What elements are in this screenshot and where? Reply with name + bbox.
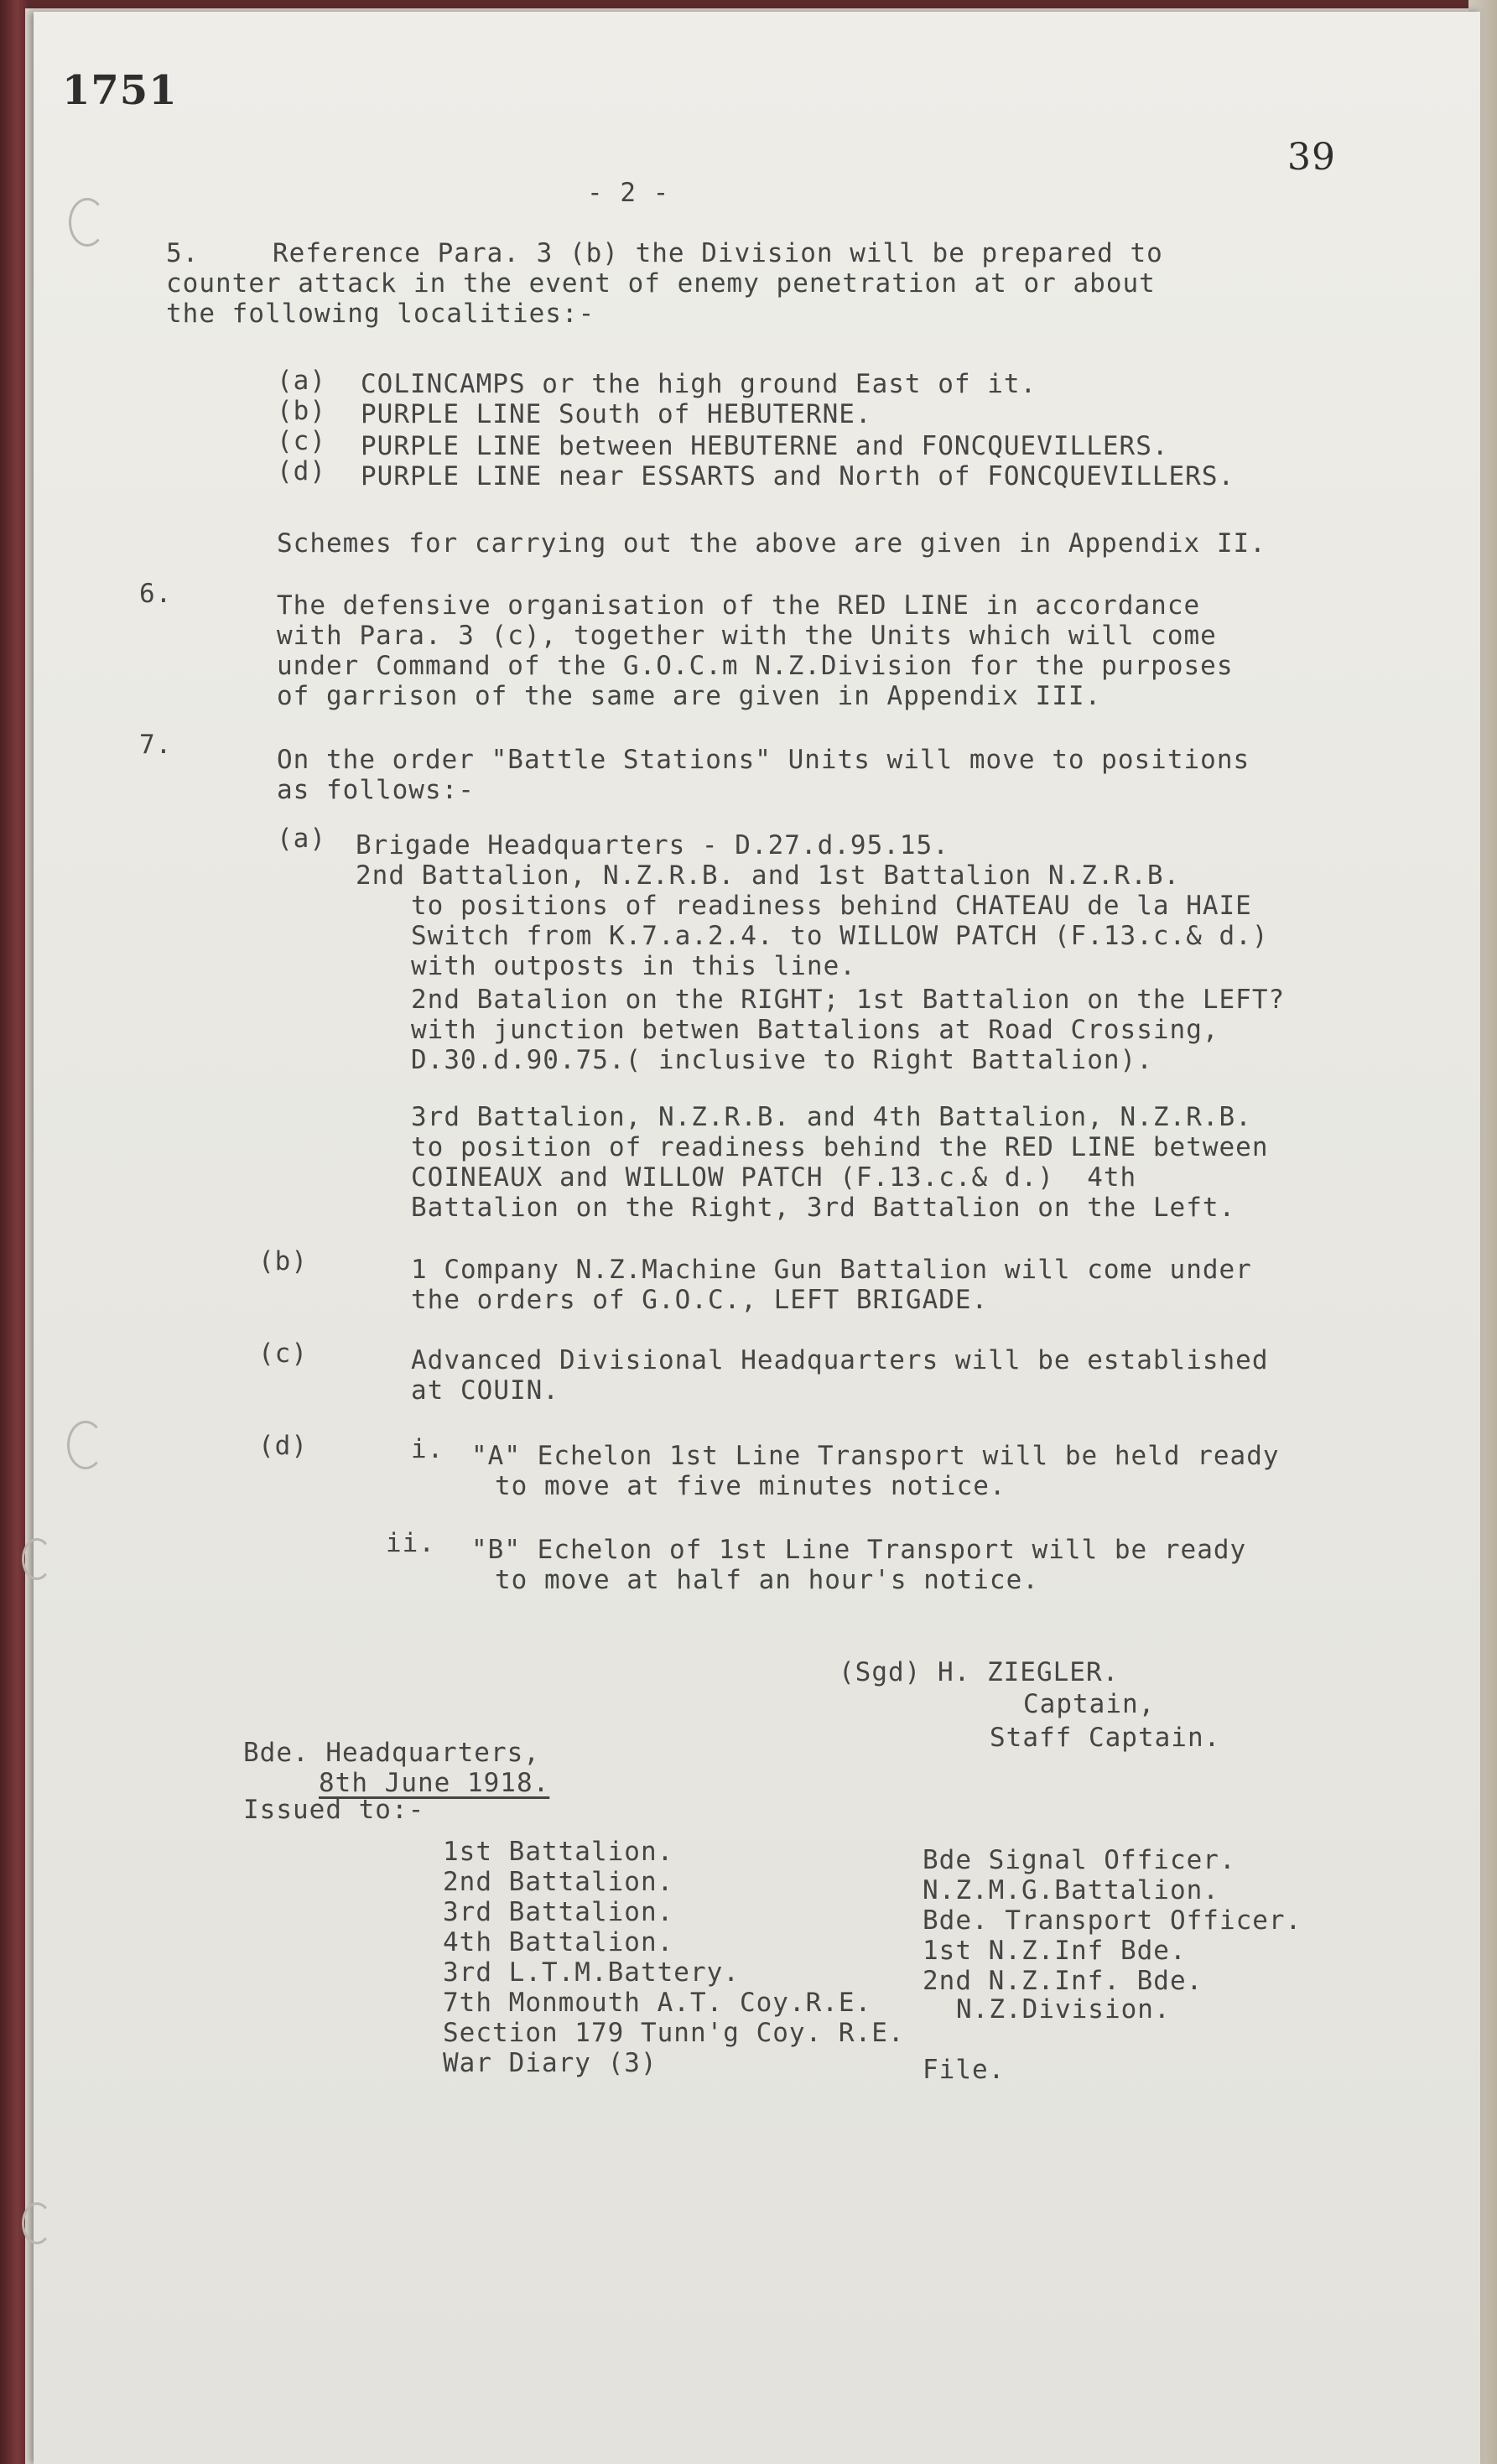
distribution-left-item: 7th Monmouth A.T. Coy.R.E.	[443, 1988, 872, 2018]
distribution-left-item: 3rd Battalion.	[443, 1897, 674, 1927]
para-7d-ii-line: to move at half an hour's notice.	[495, 1565, 1039, 1595]
para-7a-line: to position of readiness behind the RED LINE between	[411, 1132, 1269, 1162]
para-7a-line: 2nd Batalion on the RIGHT; 1st Battalion on the LEFT?	[411, 985, 1286, 1015]
para-5-item-text: PURPLE LINE near ESSARTS and North of FONCQUEVILLERS.	[361, 461, 1235, 491]
signature-line: (Sgd) H. ZIEGLER.	[839, 1657, 1120, 1687]
page-marker: - 2 -	[587, 178, 670, 208]
distribution-right-item: N.Z.Division.	[956, 1994, 1171, 2025]
para-7b-label: (b)	[258, 1246, 308, 1276]
distribution-right-item: 2nd N.Z.Inf. Bde.	[923, 1966, 1203, 1996]
distribution-left-item: 3rd L.T.M.Battery.	[443, 1957, 740, 1988]
issuer-line: Bde. Headquarters,	[243, 1738, 540, 1768]
punch-hole	[22, 1538, 52, 1580]
para-6-line: The defensive organisation of the RED LINE in accordance	[277, 590, 1201, 621]
punch-hole	[22, 2202, 52, 2244]
punch-hole	[67, 1421, 104, 1469]
para-7a-label: (a)	[277, 824, 326, 854]
para-7a-line: 3rd Battalion, N.Z.R.B. and 4th Battalion, N.Z.R.B.	[411, 1102, 1252, 1132]
para-6-number: 6.	[139, 579, 173, 609]
para-6-line: with Para. 3 (c), together with the Units which will come	[277, 621, 1217, 651]
para-7-line: as follows:-	[277, 775, 475, 805]
distribution-right-item: 1st N.Z.Inf Bde.	[923, 1936, 1187, 1966]
typed-document-page	[34, 12, 1480, 2464]
para-7a-line: COINEAUX and WILLOW PATCH (F.13.c.& d.) 4th	[411, 1162, 1137, 1193]
punch-hole	[69, 198, 106, 247]
para-7a-line: Brigade Headquarters - D.27.d.95.15.	[356, 830, 949, 860]
distribution-left-item: Section 179 Tunn'g Coy. R.E.	[443, 2018, 905, 2048]
para-5-closing: Schemes for carrying out the above are given in Appendix II.	[277, 528, 1266, 559]
para-5-line: counter attack in the event of enemy penetration at or about	[166, 268, 1156, 299]
para-5-item-label: (d)	[277, 456, 326, 486]
para-5-item-text: COLINCAMPS or the high ground East of it.	[361, 369, 1037, 399]
folder-cover-edge	[0, 0, 29, 2464]
file-number: 1751	[62, 67, 178, 114]
distribution-right-item: Bde. Transport Officer.	[923, 1905, 1302, 1936]
distribution-left-item: 4th Battalion.	[443, 1927, 674, 1957]
para-7-number: 7.	[139, 730, 173, 760]
para-5-number: 5.	[166, 238, 200, 268]
para-7d-label: (d)	[258, 1431, 308, 1461]
para-5-item-label: (b)	[277, 396, 326, 426]
para-7a-line: with outposts in this line.	[411, 951, 856, 981]
distribution-left-item: War Diary (3)	[443, 2048, 658, 2078]
distribution-left-item: 2nd Battalion.	[443, 1867, 674, 1897]
distribution-heading: Issued to:-	[243, 1795, 425, 1825]
para-5-line: the following localities:-	[166, 299, 595, 329]
para-7d-ii-line: "B" Echelon of 1st Line Transport will be ready	[471, 1535, 1247, 1565]
para-7-line: On the order "Battle Stations" Units will move to positions	[277, 745, 1250, 775]
para-6-line: under Command of the G.O.C.m N.Z.Division for the purposes	[277, 651, 1234, 681]
distribution-right-item: Bde Signal Officer.	[923, 1845, 1236, 1875]
signature-rank: Captain,	[1023, 1689, 1156, 1719]
distribution-right-item: N.Z.M.G.Battalion.	[923, 1875, 1219, 1905]
para-5-line: Reference Para. 3 (b) the Division will be prepared to	[273, 238, 1163, 268]
para-7a-line: to positions of readiness behind CHATEAU de la HAIE	[411, 891, 1252, 921]
para-7c-label: (c)	[258, 1339, 308, 1369]
distribution-right-item: File.	[923, 2055, 1006, 2085]
para-5-item-label: (c)	[277, 426, 326, 456]
para-5-item-text: PURPLE LINE South of HEBUTERNE.	[361, 399, 872, 429]
signature-role: Staff Captain.	[990, 1723, 1221, 1753]
para-7a-line: D.30.d.90.75.( inclusive to Right Battalion).	[411, 1045, 1153, 1075]
para-7a-line: with junction betwen Battalions at Road Crossing,	[411, 1015, 1219, 1045]
para-7a-line: 2nd Battalion, N.Z.R.B. and 1st Battalion N.Z.R.B.	[356, 860, 1181, 891]
para-5-item-text: PURPLE LINE between HEBUTERNE and FONCQUEVILLERS.	[361, 431, 1169, 461]
para-7c-line: Advanced Divisional Headquarters will be established	[411, 1345, 1269, 1375]
para-7c-line: at COUIN.	[411, 1375, 559, 1406]
para-7b-line: 1 Company N.Z.Machine Gun Battalion will come under	[411, 1255, 1252, 1285]
para-6-line: of garrison of the same are given in Appendix III.	[277, 681, 1102, 711]
para-7a-line: Battalion on the Right, 3rd Battalion on the Left.	[411, 1193, 1236, 1223]
para-5-item-label: (a)	[277, 366, 326, 396]
para-7d-i-line: to move at five minutes notice.	[495, 1471, 1006, 1501]
distribution-left-item: 1st Battalion.	[443, 1837, 674, 1867]
para-7b-line: the orders of G.O.C., LEFT BRIGADE.	[411, 1285, 989, 1315]
para-7d-i-line: "A" Echelon 1st Line Transport will be held ready	[471, 1441, 1280, 1471]
para-7d-ii-label: ii.	[386, 1528, 435, 1558]
para-7d-i-label: i.	[411, 1434, 444, 1464]
folio-number: 39	[1287, 136, 1336, 179]
para-7a-line: Switch from K.7.a.2.4. to WILLOW PATCH (F.13.c.& d.)	[411, 921, 1269, 951]
issue-date: 8th June 1918.	[319, 1768, 550, 1798]
